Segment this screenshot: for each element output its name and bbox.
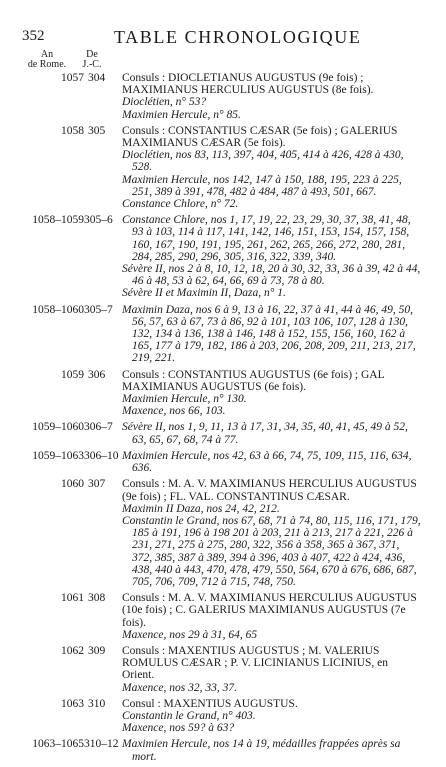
- reference-line: Constantin le Grand, n° 403.: [122, 709, 256, 722]
- year-rome: 1059–1060: [32, 421, 84, 434]
- year-rome: 1058: [61, 124, 84, 137]
- entry-text: [122, 645, 422, 694]
- year-jc: 306–7: [84, 421, 113, 434]
- column-header-jc-line1: De: [86, 49, 98, 60]
- chronology-entry: [0, 592, 446, 641]
- year-jc: 305–7: [84, 303, 113, 316]
- year-rome: 1061: [61, 592, 84, 605]
- chronology-entry: [0, 645, 446, 694]
- year-rome: 1059–1063: [32, 449, 84, 462]
- entry-text: [122, 738, 422, 762]
- chronology-entry: [0, 214, 446, 299]
- consuls-line: Consuls : M. A. V. MAXIMIANUS HERCULIUS AUGUSTUS (10e fois) ; C. GALERIUS MAXIMIANUS AUGUSTUS (7e fois).: [122, 592, 417, 629]
- reference-line: Maximien Hercule, nos 142, 147 à 150, 188, 195, 223 à 225, 251, 389 à 391, 478, 482 à 484, 487 à 493, 501, 667.: [122, 173, 402, 198]
- consuls-line: Consuls : M. A. V. MAXIMIANUS HERCULIUS AUGUSTUS (9e fois) ; FL. VAL. CONSTANTINUS CÆSAR.: [122, 478, 417, 503]
- reference-line: Maximin II Daza, nos 24, 42, 212.: [122, 502, 280, 515]
- chronology-entry: [0, 72, 446, 121]
- column-header-an-line2: de Rome.: [27, 59, 67, 70]
- reference-line: Maximin Daza, nos 6 à 9, 13 à 16, 22, 37 à 41, 44 à 46, 49, 50, 56, 57, 63 à 67, 73 à 86, 92 à 101, 103 106, 107, 128 à 130, 132, 134 à 136, 138 à 146, 148 à 152, 155, 156, 160, 162 à 165, 177 à 179, 182, 186 à 203, 206, 208, 209, 211, 213, 217, 219, 221.: [122, 303, 416, 365]
- chronology-entry: [0, 738, 446, 762]
- column-header-year-jc: [80, 50, 104, 70]
- year-rome: 1062: [61, 644, 84, 657]
- reference-line: Sévère II et Maximin II, Daza, n° 1.: [122, 287, 286, 300]
- chronology-entry: [0, 421, 446, 445]
- page-number: 352: [22, 28, 45, 44]
- chronology-entry: [0, 478, 446, 588]
- reference-line: Dioclétien, n° 53?: [122, 96, 207, 109]
- chronology-entry: [0, 369, 446, 418]
- reference-line: Constance Chlore, n° 72.: [122, 198, 239, 211]
- year-rome: 1057: [61, 72, 84, 84]
- year-jc: 308: [88, 592, 106, 605]
- reference-line: Maximien Hercule, n° 85.: [122, 108, 241, 121]
- chronology-entry: [0, 698, 446, 735]
- chronology-entry: [0, 304, 446, 365]
- entry-text: [122, 72, 422, 121]
- consuls-line: Consuls : DIOCLETIANUS AUGUSTUS (9e fois) ; MAXIMIANUS HERCULIUS AUGUSTUS (8e fois).: [122, 72, 374, 97]
- column-header-year-rome: [22, 50, 72, 70]
- entry-text: [122, 698, 422, 735]
- year-jc: 305–6: [84, 214, 113, 227]
- page-title: TABLE CHRONOLOGIQUE: [114, 27, 362, 47]
- column-header-an-line1: An: [40, 49, 54, 60]
- year-jc: 305: [88, 124, 106, 137]
- year-rome: 1058–1060: [32, 303, 84, 316]
- consuls-line: Consuls : MAXENTIUS AUGUSTUS ; M. VALERIUS ROMULUS CÆSAR ; P. V. LICINIANUS LICINIUS, en Orient.: [122, 644, 389, 682]
- entry-text: [122, 450, 422, 474]
- entry-text: [122, 125, 422, 210]
- year-rome: 1060: [61, 478, 84, 491]
- year-rome: 1063–1065: [32, 738, 84, 751]
- year-rome: 1063: [61, 697, 84, 710]
- year-jc: 307: [88, 478, 106, 491]
- entry-text: [122, 304, 422, 365]
- reference-line: Dioclétien, nos 83, 113, 397, 404, 405, 414 à 426, 428 à 430, 528.: [122, 149, 404, 174]
- year-jc: 304: [88, 72, 106, 84]
- consuls-line: Consul : MAXENTIUS AUGUSTUS.: [122, 697, 298, 710]
- entry-text: [122, 369, 422, 418]
- reference-line: Maxence, nos 29 à 31, 64, 65: [122, 628, 258, 641]
- year-jc: 306–10: [84, 449, 119, 462]
- entry-text: [122, 214, 422, 299]
- entry-text: [122, 592, 422, 641]
- chronology-entry: [0, 450, 446, 474]
- year-rome: 1059: [61, 368, 84, 381]
- year-jc: 309: [88, 644, 106, 657]
- chronology-entry: [0, 125, 446, 210]
- column-header-jc-line2: J.-C.: [82, 59, 102, 70]
- year-jc: 310–12: [84, 738, 119, 751]
- reference-line: Sévère II, nos 1, 9, 11, 13 à 17, 31, 34, 35, 40, 41, 45, 49 à 52, 63, 65, 67, 68, 74 à 77.: [122, 421, 408, 446]
- chronology-entries: [0, 72, 446, 767]
- consuls-line: Consuls : CONSTANTIUS CÆSAR (5e fois) ; GALERIUS MAXIMIANUS CÆSAR (5e fois).: [122, 124, 398, 150]
- consuls-line: Consuls : CONSTANTIUS AUGUSTUS (6e fois) ; GAL MAXIMIANUS AUGUSTUS (6e fois).: [122, 368, 385, 393]
- reference-line: Sévère II, nos 2 à 8, 10, 12, 18, 20 à 30, 32, 33, 36 à 39, 42 à 44, 46 à 48, 53 à 62, 64, 66, 69 à 73, 78 à 80.: [122, 263, 421, 288]
- reference-line: Constantin le Grand, nos 67, 68, 71 à 74, 80, 115, 116, 171, 179, 185 à 191, 196 à 198 201 à 203, 211 à 213, 217 à 221, 226 à 231, 271, 275 à 275, 280, 322, 356 à 358, 365 à 367, 371, 372, 385, 387 à 389, 394 à 396, 403 à 407, 422 à 424, 436, 438, 440 à 443, 470, 478, 479, 550, 564, 670 à 676, 686, 687, 705, 706, 709, 712 à 715, 748, 750.: [122, 514, 421, 588]
- year-jc: 306: [88, 368, 106, 381]
- reference-line: Maxence, nos 66, 103.: [122, 405, 226, 418]
- reference-line: Maxence, nos 32, 33, 37.: [122, 681, 237, 694]
- reference-line: Constance Chlore, nos 1, 17, 19, 22, 23, 29, 30, 37, 38, 41, 48, 93 à 103, 114 à 117, 141, 142, 146, 151, 153, 154, 157, 158, 160, 167, 190, 191, 195, 261, 262, 265, 266, 272, 280, 281, 284, 285, 290, 296, 305, 316, 322, 339, 340.: [122, 214, 411, 263]
- entry-text: [122, 421, 422, 445]
- reference-line: Maximien Hercule, nos 14 à 19, médailles frappées après sa mort.: [122, 738, 401, 763]
- entry-text: [122, 478, 422, 588]
- reference-line: Maximien Hercule, n° 130.: [122, 393, 247, 406]
- reference-line: Maximien Hercule, nos 42, 63 à 66, 74, 75, 109, 115, 116, 634, 636.: [122, 449, 412, 475]
- reference-line: Maxence, nos 59? à 63?: [122, 722, 235, 735]
- year-rome: 1058–1059: [32, 214, 84, 227]
- year-jc: 310: [88, 697, 106, 710]
